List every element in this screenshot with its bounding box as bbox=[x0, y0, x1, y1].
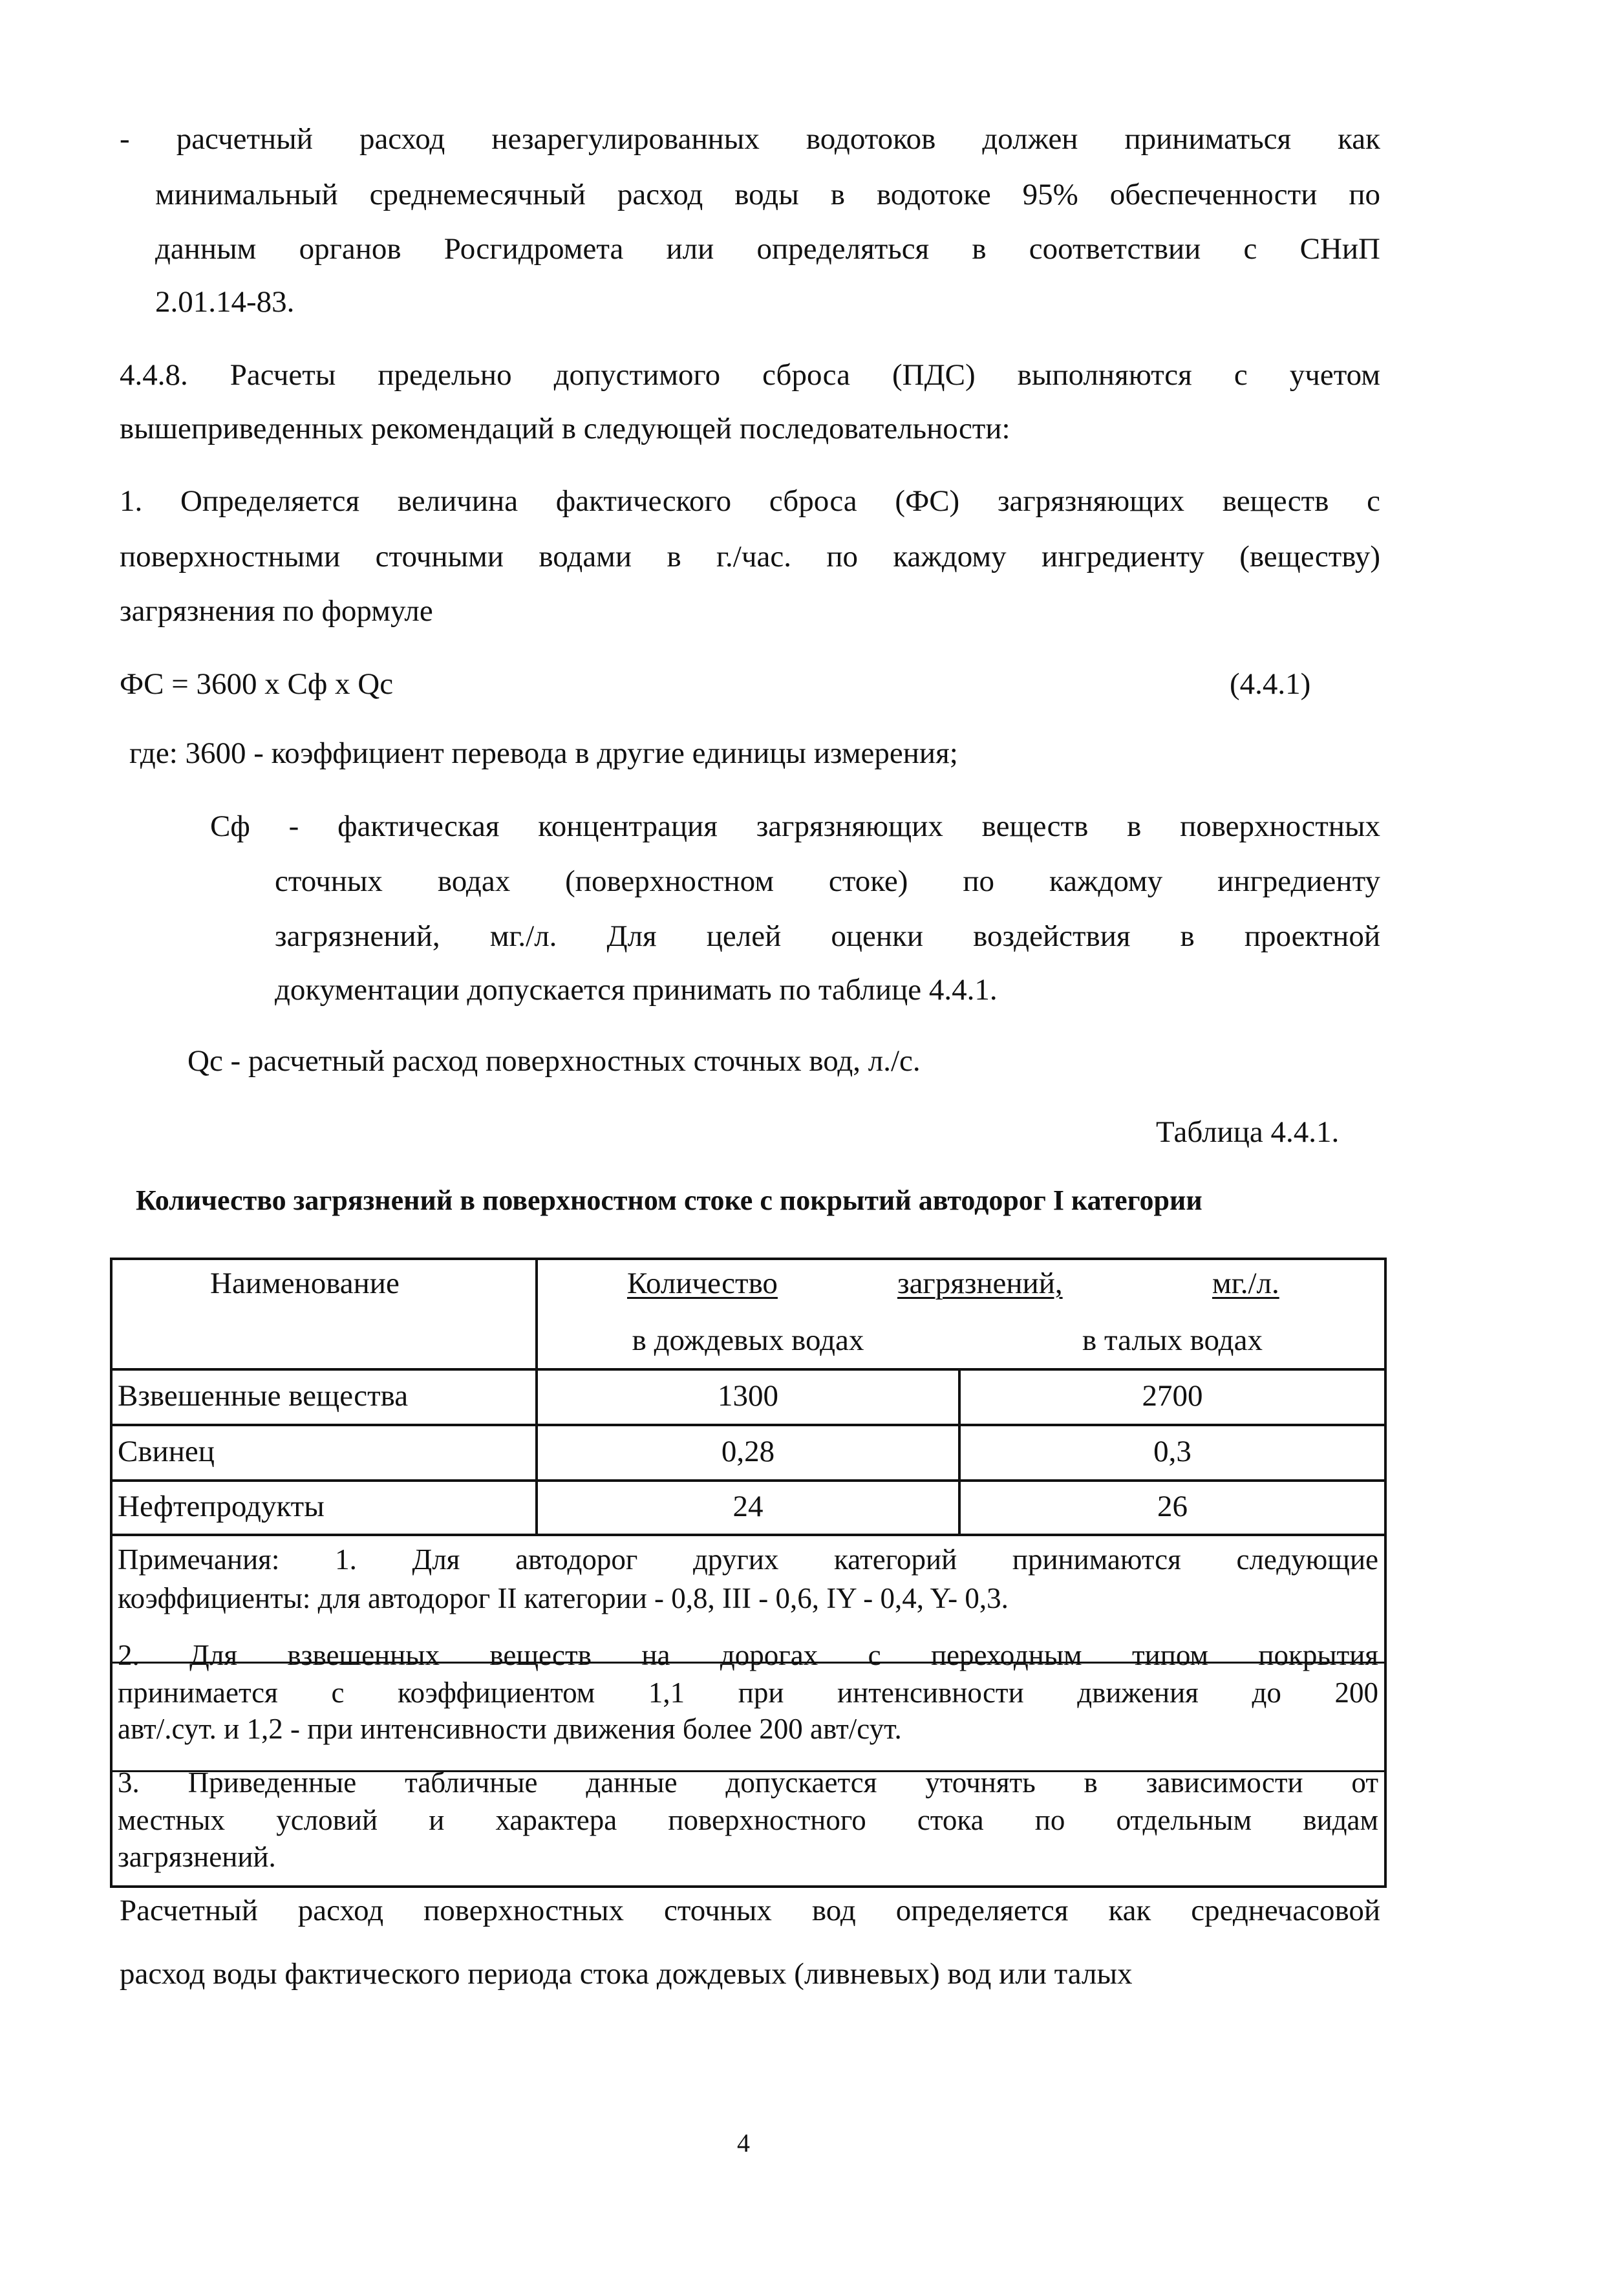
text-line: Расчетный расход поверхностных сточных вод определяется как среднечасовой bbox=[120, 1894, 1380, 1927]
table-cell-melt: 2700 bbox=[1142, 1379, 1203, 1413]
text-line: Cф - фактическая концентрация загрязняющих веществ в поверхностных bbox=[210, 809, 1380, 843]
note-line: 2. Для взвешенных веществ на дорогах с переходным типом покрытия bbox=[118, 1639, 1378, 1671]
text-line: поверхностными сточными водами в г./час. по каждому ингредиенту (веществу) bbox=[120, 540, 1380, 573]
note-line: Примечания: 1. Для автодорог других категорий принимаются следующие bbox=[118, 1543, 1378, 1576]
column-header-group: загрязнений, bbox=[897, 1267, 1063, 1300]
note-line: авт/.сут. и 1,2 - при интенсивности движения более 200 авт/сут. bbox=[118, 1713, 902, 1745]
formula-number: (4.4.1) bbox=[1230, 667, 1311, 701]
where-line: где: 3600 - коэффициент перевода в другие единицы измерения; bbox=[129, 736, 958, 770]
table-cell-name: Нефтепродукты bbox=[118, 1490, 325, 1523]
column-header-melt: в талых водах bbox=[1082, 1323, 1263, 1357]
table-cell-rain: 0,28 bbox=[721, 1435, 775, 1468]
text-line: документации допускается принимать по таблице 4.4.1. bbox=[275, 973, 998, 1007]
table-cell-melt: 0,3 bbox=[1153, 1435, 1191, 1468]
text-line: вышеприведенных рекомендаций в следующей последовательности: bbox=[120, 412, 1010, 445]
text-line: загрязнений, мг./л. Для целей оценки воздействия в проектной bbox=[275, 919, 1380, 953]
formula-expression: ФС = 3600 х Cф х Qс bbox=[120, 667, 394, 701]
note-line: 3. Приведенные табличные данные допускается уточнять в зависимости от bbox=[118, 1766, 1378, 1799]
table-divider bbox=[110, 1479, 1387, 1482]
table-cell-rain: 24 bbox=[732, 1490, 764, 1523]
column-header-name: Наименование bbox=[210, 1267, 400, 1300]
column-header-rain: в дождевых водах bbox=[632, 1323, 864, 1357]
note-line: загрязнений. bbox=[118, 1841, 276, 1873]
column-header-unit: мг./л. bbox=[1212, 1267, 1279, 1300]
page-number: 4 bbox=[737, 2128, 750, 2158]
text-line: 4.4.8. Расчеты предельно допустимого сброса (ПДС) выполняются с учетом bbox=[120, 358, 1380, 392]
text-line: 1. Определяется величина фактического сброса (ФС) загрязняющих веществ с bbox=[120, 484, 1380, 518]
text-line: 2.01.14-83. bbox=[155, 285, 295, 319]
table-cell-rain: 1300 bbox=[718, 1379, 778, 1413]
text-line: - расчетный расход незарегулированных водотоков должен приниматься как bbox=[120, 122, 1380, 156]
qc-definition: Qс - расчетный расход поверхностных сточных вод, л./с. bbox=[187, 1044, 921, 1078]
text-line: сточных водах (поверхностном стоке) по каждому ингредиенту bbox=[275, 864, 1380, 898]
table-divider bbox=[110, 1534, 1387, 1536]
column-header-group: Количество bbox=[627, 1267, 778, 1300]
text-line: минимальный среднемесячный расход воды в водотоке 95% обеспеченности по bbox=[155, 178, 1380, 211]
table-label: Таблица 4.4.1. bbox=[1156, 1115, 1340, 1149]
table-divider bbox=[110, 1368, 1387, 1371]
note-line: местных условий и характера поверхностного стока по отдельным видам bbox=[118, 1804, 1378, 1836]
table-title: Количество загрязнений в поверхностном стоке с покрытий автодорог I категории bbox=[136, 1184, 1202, 1216]
text-line: загрязнения по формуле bbox=[120, 594, 433, 628]
text-line: данным органов Росгидромета или определяться в соответствии с СНиП bbox=[155, 232, 1380, 266]
table-cell-name: Взвешенные вещества bbox=[118, 1379, 409, 1413]
text-line: расход воды фактического периода стока дождевых (ливневых) вод или талых bbox=[120, 1957, 1133, 1991]
table-cell-name: Свинец bbox=[118, 1435, 215, 1468]
table-cell-melt: 26 bbox=[1157, 1490, 1188, 1523]
note-line: принимается с коэффициентом 1,1 при интенсивности движения до 200 bbox=[118, 1676, 1378, 1709]
note-line: коэффициенты: для автодорог II категории - 0,8, III - 0,6, IY - 0,4, Y- 0,3. bbox=[118, 1582, 1009, 1614]
table-divider bbox=[110, 1424, 1387, 1426]
